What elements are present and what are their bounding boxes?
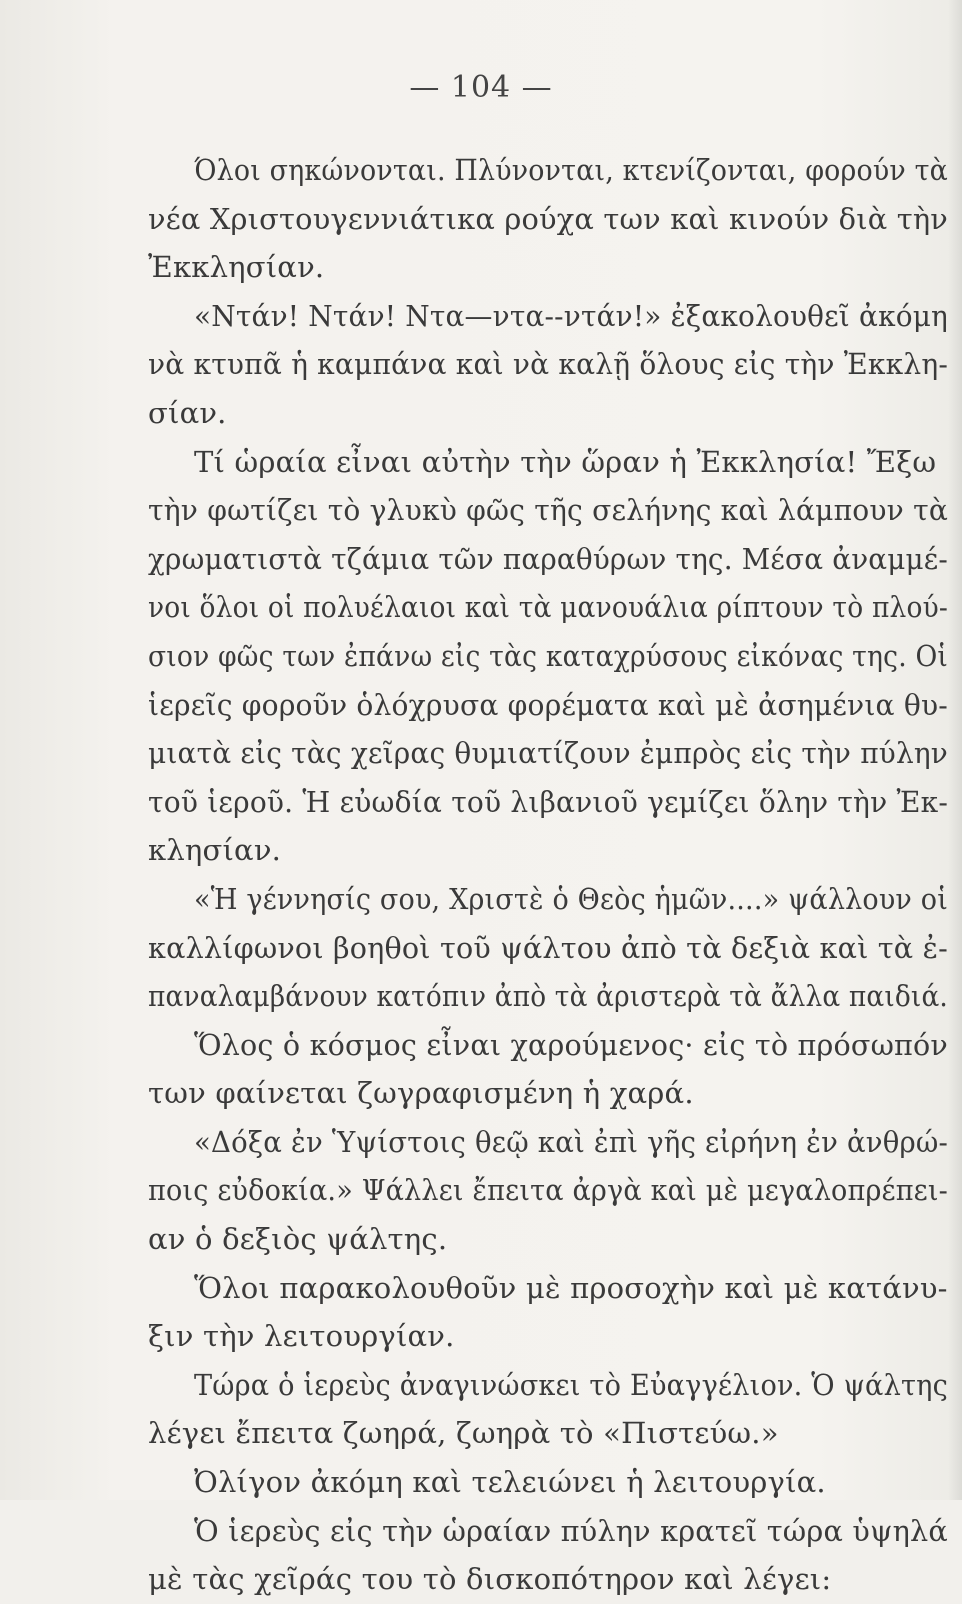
text-line: ποις εὐδοκία.» Ψάλλει ἔπειτα ἀργὰ καὶ μὲ μεγαλοπρέπει-	[148, 1173, 948, 1208]
text-line: κλησίαν.	[148, 833, 282, 868]
text-line: ξιν τὴν λειτουργίαν.	[148, 1319, 455, 1354]
text-line: σίαν.	[148, 395, 227, 430]
text-line: «Ἡ γέννησίς σου, Χριστὲ ὁ Θεὸς ἡμῶν....» ψάλλουν οἱ	[194, 881, 948, 916]
text-line: νὰ κτυπᾶ ἡ καμπάνα καὶ νὰ καλῇ ὅλους εἰς τὴν Ἐκκλη-	[148, 347, 948, 382]
text-line: Ὀλίγον ἀκόμη καὶ τελειώνει ἡ λειτουργία.	[194, 1465, 826, 1500]
text-line: Όλοι σηκώνονται. Πλύνονται, κτενίζονται, φορούν τὰ	[194, 153, 948, 187]
text-line: νέα Χριστουγεννιάτικα ρούχα των καὶ κινούν διὰ τὴν	[148, 201, 948, 236]
text-line: Ὅλοι παρακολουθοῦν μὲ προσοχὴν καὶ μὲ κατάνυ-	[194, 1270, 948, 1305]
text-line: Τώρα ὁ ἱερεὺς ἀναγινώσκει τὸ Εὐαγγέλιον. Ὁ ψάλτης	[194, 1367, 948, 1402]
text-line: Τί ὡραία εἶναι αὐτὴν τὴν ὥραν ἡ Ἐκκλησία! Ἔξω	[194, 444, 937, 479]
page-number: — 104 —	[409, 70, 553, 105]
text-line: λέγει ἔπειτα ζωηρά, ζωηρὰ τὸ «Πιστεύω.»	[148, 1416, 779, 1451]
text-line: «Ντάν! Ντάν! Ντα—ντα--ντάν!» ἐξακολουθεῖ ἀκόμη	[194, 298, 948, 333]
text-line: Ὅλος ὁ κόσμος εἶναι χαρούμενος· εἰς τὸ πρόσωπόν	[194, 1027, 948, 1062]
text-line: Ὁ ἱερεὺς εἰς τὴν ὡραίαν πύλην κρατεῖ τώρα ὑψηλά	[194, 1513, 948, 1548]
text-line: ἱερεῖς φοροῦν ὁλόχρυσα φορέματα καὶ μὲ ἀσημένια θυ-	[148, 687, 948, 722]
text-line: αν ὁ δεξιὸς ψάλτης.	[148, 1222, 448, 1257]
body-text	[148, 146, 960, 1604]
text-line: των φαίνεται ζωγραφισμένη ἡ χαρά.	[148, 1076, 694, 1111]
text-line: σιον φῶς των ἐπάνω εἰς τὰς καταχρύσους εἰκόνας της. Οἱ	[148, 638, 948, 673]
text-line: χρωματιστὰ τζάμια τῶν παραθύρων της. Μέσα ἀναμμέ-	[148, 541, 948, 576]
text-line: παναλαμβάνουν κατόπιν ἀπὸ τὰ ἀριστερὰ τὰ ἄλλα παιδιά.	[148, 979, 948, 1014]
text-line: μὲ τὰς χεῖράς του τὸ δισκοπότηρον καὶ λέγει:	[148, 1562, 832, 1597]
text-line: καλλίφωνοι βοηθοὶ τοῦ ψάλτου ἀπὸ τὰ δεξιὰ καὶ τὰ ἐ-	[148, 930, 948, 965]
text-line: τοῦ ἱεροῦ. Ἡ εὐωδία τοῦ λιβανιοῦ γεμίζει ὅλην τὴν Ἐκ-	[148, 784, 948, 819]
text-line: τὴν φωτίζει τὸ γλυκὺ φῶς τῆς σελήνης καὶ λάμπουν τὰ	[148, 493, 948, 528]
text-line: μιατὰ εἰς τὰς χεῖρας θυμιατίζουν ἐμπρὸς εἰς τὴν πύλην	[148, 736, 948, 771]
text-line: νοι ὅλοι οἱ πολυέλαιοι καὶ τὰ μανουάλια ρίπτουν τὸ πλού-	[148, 590, 948, 625]
text-line: Ἐκκλησίαν.	[148, 250, 325, 285]
text-line: «Δόξα ἐν Ὑψίστοις θεῷ καὶ ἐπὶ γῆς εἰρήνη ἐν ἀνθρώ-	[194, 1124, 948, 1159]
